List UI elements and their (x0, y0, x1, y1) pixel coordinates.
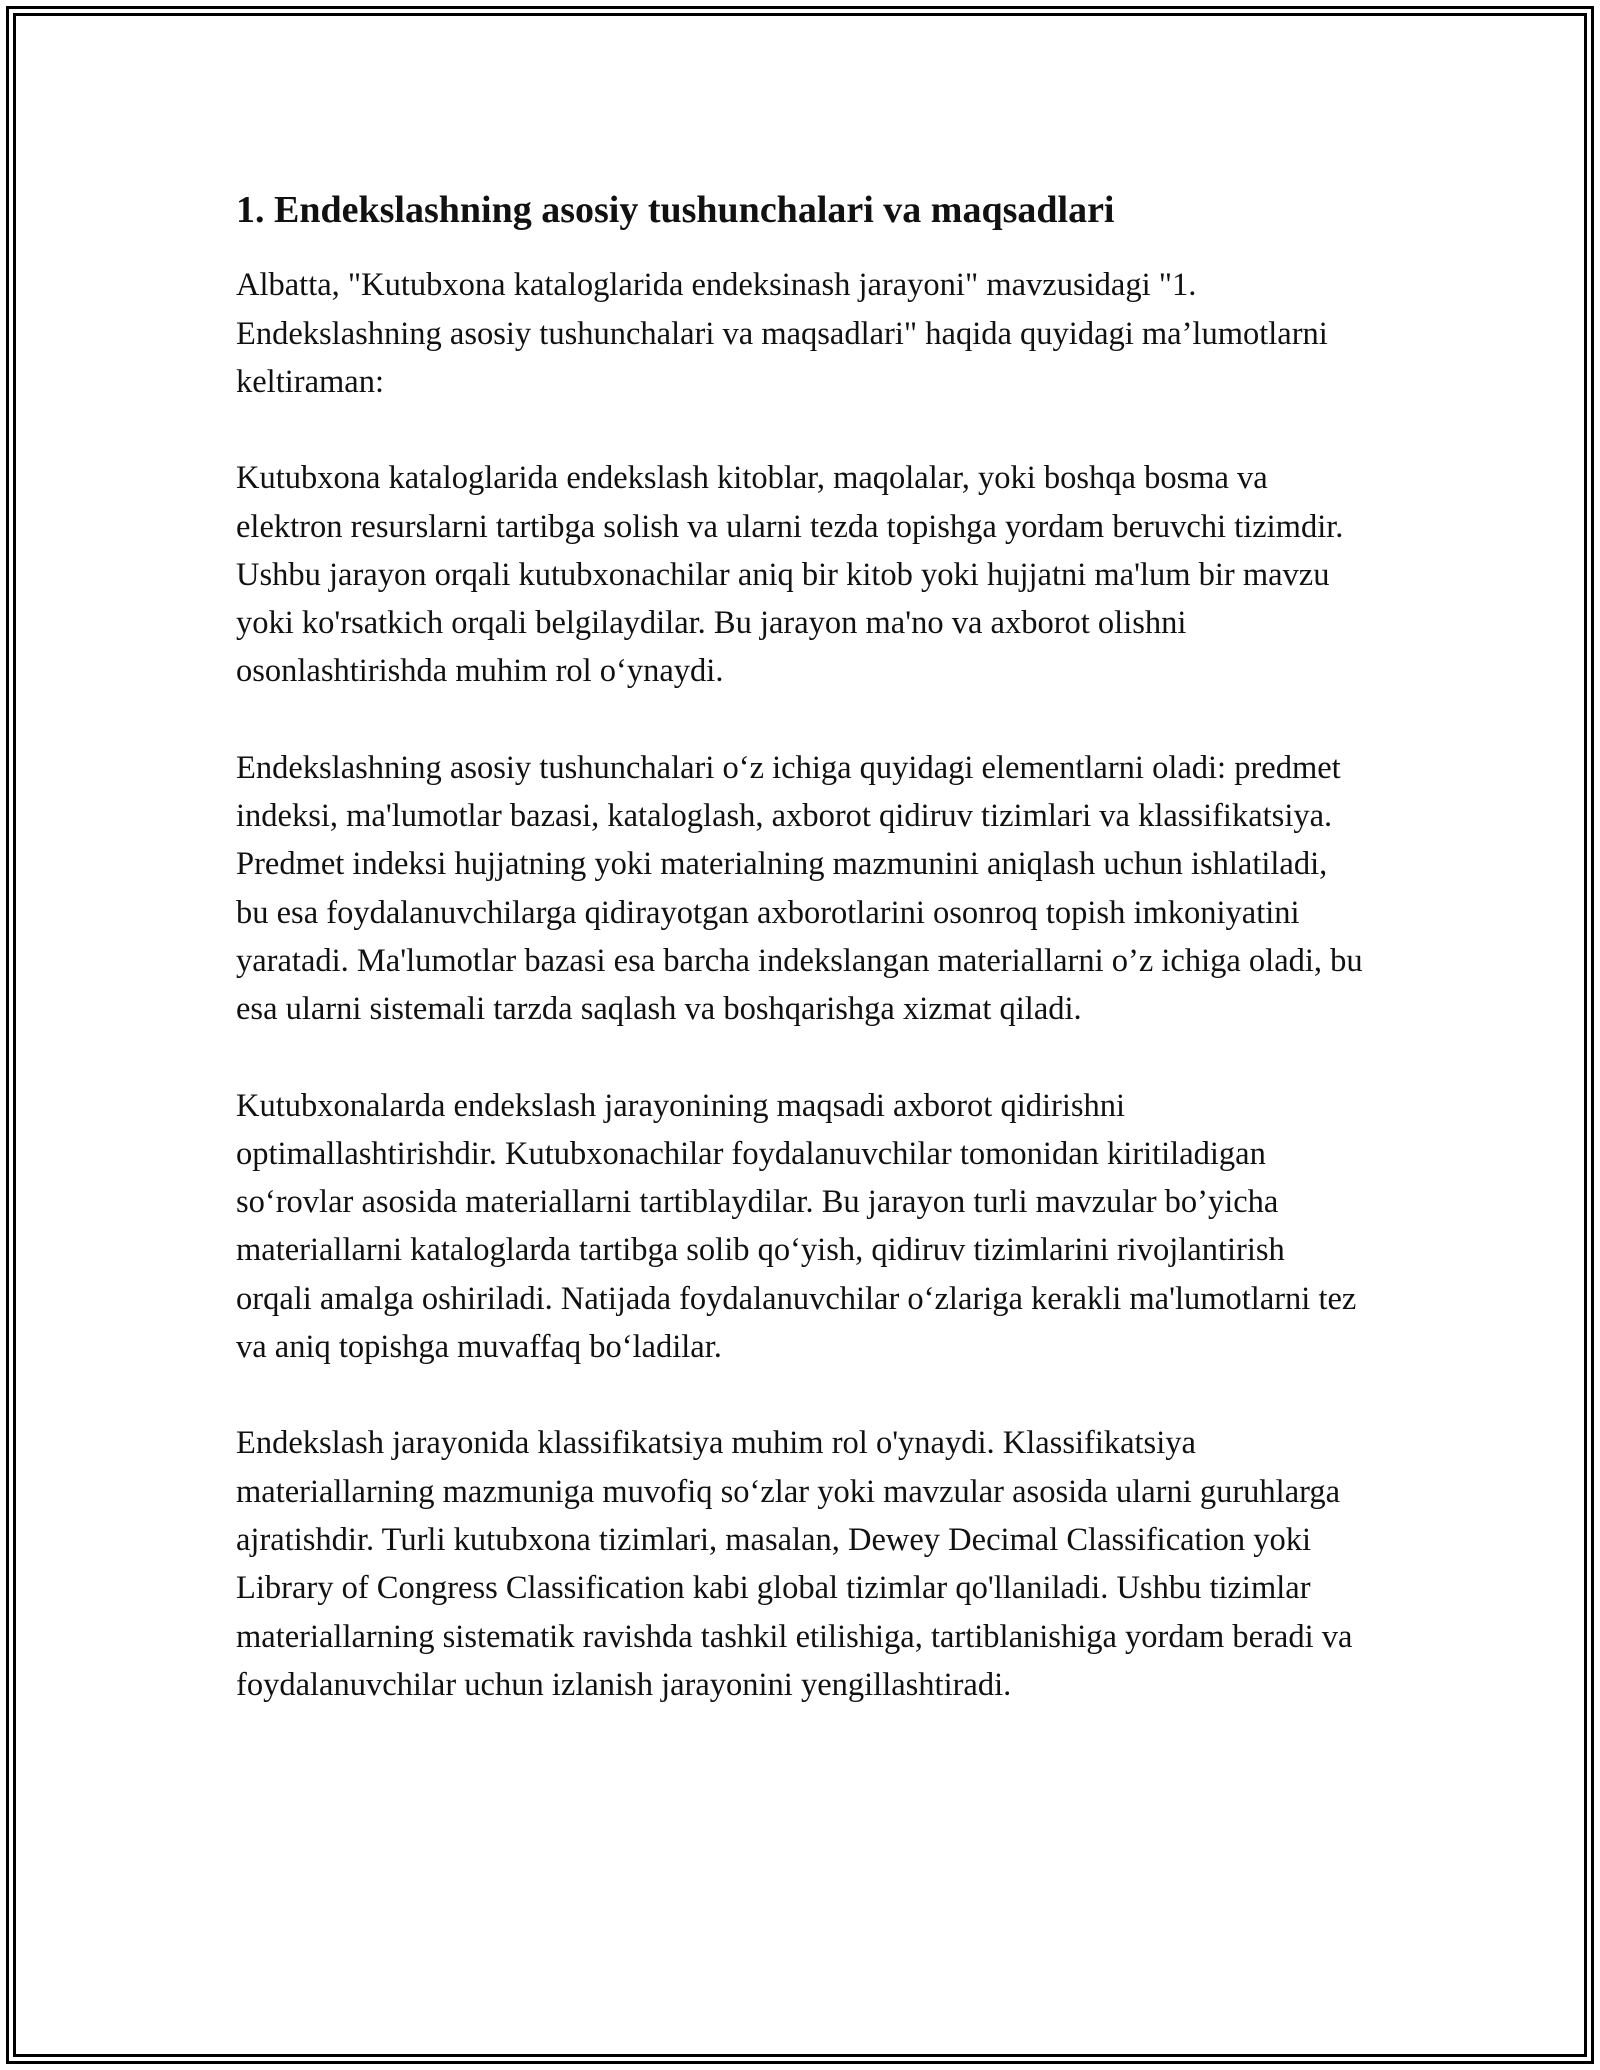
paragraph-intro: Albatta, "Kutubxona kataloglarida endeksinash jarayoni" mavzusidagi "1. Endekslashning asosiy tushunchalari va maqsadlari" haqida quyidagi ma’lumotlarni keltiraman: (236, 267, 1328, 400)
section-title: 1. Endekslashning asosiy tushunchalari va maqsadlari (236, 189, 1115, 231)
paragraph-definition: Kutubxona kataloglarida endekslash kitoblar, maqolalar, yoki boshqa bosma va elektron resurslarni tartibga solish va ularni tezda topishga yordam beruvchi tizimdir. Ushbu jarayon orqali kutubxonachilar aniq bir kitob yoki hujjatni ma'lum bir mavzu yoki ko'rsatkich orqali belgilaydilar. Bu jarayon ma'no va axborot olishni osonlashtirishda muhim rol o‘ynaydi. (236, 460, 1344, 690)
paragraph-concepts: Endekslashning asosiy tushunchalari o‘z ichiga quyidagi elementlarni oladi: predmet indeksi, ma'lumotlar bazasi, kataloglash, axborot qidiruv tizimlari va klassifikatsiya. Predmet indeksi hujjatning yoki materialning mazmunini aniqlash uchun ishlatiladi, bu esa foydalanuvchilarga qidirayotgan axborotlarini osonroq topish imkoniyatini yaratadi. Ma'lumotlar bazasi esa barcha indekslangan materiallarni o’z ichiga oladi, bu esa ularni sistemali tarzda saqlash va boshqarishga xizmat qiladi. (236, 749, 1363, 1028)
paragraph-purpose: Kutubxonalarda endekslash jarayonining maqsadi axborot qidirishni optimallashtirishdir. Kutubxonachilar foydalanuvchilar tomonidan kiritiladigan so‘rovlar asosida materiallarni tartiblaydilar. Bu jarayon turli mavzular bo’yicha materiallarni kataloglarda tartibga solib qo‘yish, qidiruv tizimlarini rivojlantirish orqali amalga oshiriladi. Natijada foydalanuvchilar o‘zlariga kerakli ma'lumotlarni tez va aniq topishga muvaffaq bo‘ladilar. (236, 1087, 1357, 1366)
paragraph-classification: Endekslash jarayonida klassifikatsiya muhim rol o'ynaydi. Klassifikatsiya materiallarning mazmuniga muvofiq so‘zlar yoki mavzular asosida ularni guruhlarga ajratishdir. Turli kutubxona tizimlari, masalan, Dewey Decimal Classification yoki Library of Congress Classification kabi global tizimlar qo'llaniladi. Ushbu tizimlar materiallarning sistematik ravishda tashkil etilishiga, tartiblanishiga yordam beradi va foydalanuvchilar uchun izlanish jarayonini yengillashtiradi. (236, 1425, 1353, 1703)
document-body (236, 186, 1366, 1757)
